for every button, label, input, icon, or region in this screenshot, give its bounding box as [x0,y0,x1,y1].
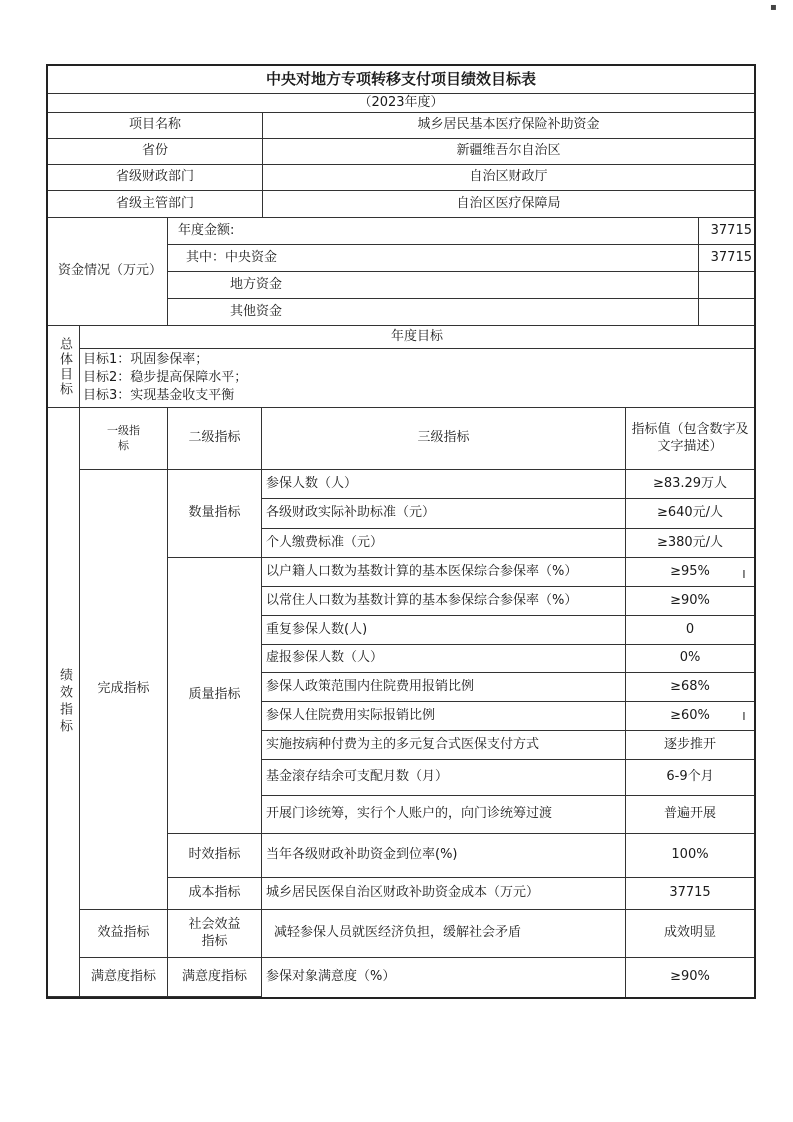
finance-dept-label: 省级财政部门 [48,165,263,191]
table-year: （2023年度） [48,94,754,113]
overall-target-label: 总体目标 [48,326,80,408]
competent-dept-label: 省级主管部门 [48,191,263,218]
indicators-label: 绩效指标 [48,408,80,997]
indicator-row-name: 减轻参保人员就医经济负担，缓解社会矛盾 [262,910,626,958]
indicator-row-value: ≥90% [670,969,710,985]
funds-central-value: 37715 [699,245,754,272]
funds-central-label: 其中：中央资金 [168,245,699,272]
competent-dept-value: 自治区医疗保障局 [263,191,754,218]
level3-header: 三级指标 [262,408,626,470]
indicator-row-name: 基金滚存结余可支配月数（月） [262,760,626,796]
indicator-row-name: 以户籍人口数为基数计算的基本医保综合参保率（%） [262,558,626,587]
satisfaction-sub-indicator: 满意度指标 [168,958,262,997]
finance-dept-value: 自治区财政厅 [263,165,754,191]
scan-mark: ı [742,566,746,582]
project-name-label: 项目名称 [48,113,263,139]
quality-indicator: 质量指标 [168,558,262,834]
table-title: 中央对地方专项转移支付项目绩效目标表 [48,66,754,94]
benefit-indicator: 效益指标 [80,910,168,958]
annual-goals [80,349,754,408]
value-header: 指标值（包含数字及文字描述） [626,408,754,470]
indicator-row-name: 虚报参保人数（人） [262,645,626,673]
funds-label: 资金情况（万元） [48,218,168,326]
indicator-row-name: 参保人政策范围内住院费用报销比例 [262,673,626,702]
indicator-row-value: 100% [626,834,754,878]
indicator-row-value: ≥95% [626,558,754,587]
scan-mark: ▪ [770,2,777,13]
cost-indicator: 成本指标 [168,878,262,910]
scan-mark: ı [742,708,746,724]
goal-1: 目标1：巩固参保率； [83,351,209,367]
indicator-row-name: 参保对象满意度（%） [262,958,626,997]
indicator-row-value: 普遍开展 [626,796,754,834]
goal-2: 目标2：稳步提高保障水平； [83,369,248,385]
satisfaction-indicator: 满意度指标 [80,958,168,997]
indicator-row-name: 参保人住院费用实际报销比例 [262,702,626,731]
indicator-row-name: 当年各级财政补助资金到位率(%) [262,834,626,878]
indicator-row-name: 实施按病种付费为主的多元复合式医保支付方式 [262,731,626,760]
funds-other-value [699,299,754,326]
indicator-row-value: 逐步推开 [626,731,754,760]
funds-other-label: 其他资金 [168,299,699,326]
indicator-row-value: ≥380元/人 [626,529,754,558]
performance-target-table [46,64,756,999]
level2-header: 二级指标 [168,408,262,470]
indicator-row-value: 成效明显 [626,910,754,958]
social-benefit-indicator: 社会效益指标 [168,910,262,958]
indicator-row-value: 0% [626,645,754,673]
timeliness-indicator: 时效指标 [168,834,262,878]
quantity-indicator: 数量指标 [168,470,262,558]
project-name-value: 城乡居民基本医疗保险补助资金 [263,113,754,139]
goal-3: 目标3：实现基金收支平衡 [83,388,235,404]
indicator-row-name: 参保人数（人） [262,470,626,499]
indicator-row-name: 重复参保人数(人) [262,616,626,645]
indicator-row-value: ≥60% [626,702,754,731]
indicator-row-value: ≥83.29万人 [626,470,754,499]
funds-annual-label: 年度金额: [168,218,699,245]
indicator-row-value: ≥68% [626,673,754,702]
indicator-row-name: 城乡居民医保自治区财政补助资金成本（万元） [262,878,626,910]
province-label: 省份 [48,139,263,165]
indicator-row-value: 6-9个月 [626,760,754,796]
indicator-row-value: 37715 [626,878,754,910]
indicator-row-name: 各级财政实际补助标准（元） [262,499,626,529]
completion-indicator: 完成指标 [80,470,168,910]
province-value: 新疆维吾尔自治区 [263,139,754,165]
level1-header: 一级指标 [80,408,168,470]
indicator-row-value: ≥90% [626,587,754,616]
indicator-row-value: 0 [626,616,754,645]
indicator-row-name: 以常住人口数为基数计算的基本参保综合参保率（%） [262,587,626,616]
funds-local-label: 地方资金 [168,272,699,299]
indicator-row-name: 个人缴费标准（元） [262,529,626,558]
annual-target-header: 年度目标 [80,326,754,349]
indicator-row-name: 开展门诊统筹，实行个人账户的，向门诊统筹过渡 [262,796,626,834]
funds-annual-value: 37715 [699,218,754,245]
funds-local-value [699,272,754,299]
indicator-row-value: ≥640元/人 [626,499,754,529]
